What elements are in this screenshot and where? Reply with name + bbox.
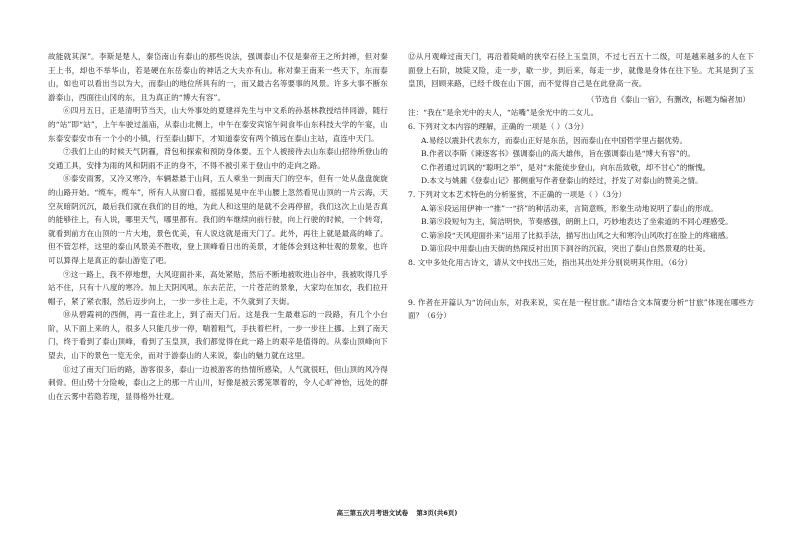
option-label: D. [421,176,430,186]
passage-paragraph-2: ⑥四月五日，正是清明节当天，山大外事处的夏建祥先生与中文系的孙基林教授结伴同游，随行的“站”即“站”，上午车驶过盖庙，从泰山北侧上，中午在泰安宾馆午间食毕山东科技大学的午宴，山东泰安泰安市有一个小的小镇，行至泰山脚下，才知道泰安有两个镇远在泰山主站，直连中天门。 [48,106,388,143]
option-label: B. [421,217,429,227]
option-text: 第⑪段中用泰山由天街的热闹反衬出顶下洞谷的沉寂，突出了泰山自然景观的壮美。 [429,244,711,254]
option-label: C. [421,230,429,240]
question-7-option-d [408,242,754,256]
annotation-note: 注：“我在”是余光中的夫人，“站嘴”是余光中的二女儿。 [408,108,599,118]
option-text: 第⑩段“天风迎面扑来”运用了比拟手法，描写出山风之大和寒冷山风吹打在脸上的疼痛感。 [428,230,733,240]
exam-title: 高三第五次月考语文试卷 [336,509,409,517]
option-text: 作者通过讥讽的“聪明之举”，是对“未能徒步登山，向东岳致敬，却不甘心”的惭愧。 [428,162,711,172]
passage-paragraph-6: ⑩从碧霞祠的西侧，再一直往北上，到了南天门后。这是我一生最难忘的一段路，有几个小台阶，从下面上来的人，很多人只能几步一停，喘着粗气，手扶着栏杆，一步一步往上挪。上到了南天门，终于看到了泰山顶峰，看到了玉皇顶，我们都觉得在此一路上的艰辛是值得的。从泰山顶峰向下望去，山下的景色一览无余，而对于游泰山的人来说，泰山的魅力就在这里。 [48,310,388,361]
question-7-option-b [408,215,754,229]
option-label: A. [421,135,429,145]
passage-paragraph-3: ⑦我们上山的时候天气阴霾，背包和探索和预防身体要。五个人被接待去山东泰山招待所登山的交通工具，安排为雨的风和阴雨不正的身不，不得不被引来于登山中的走向之路。 [48,147,388,170]
option-label: A. [421,203,429,213]
passage-paragraph-7: ⑪过了南天门后的路，游客很多，泰山一边被游客的热情所感染，人气就很旺，但山顶的风冷得刺骨。但山势十分险峻，泰山之上的那一片山川，好像是被云雾笼罩着的，令人心旷神怡，远处的群山在云雾中若隐若现，显得格外壮观。 [48,364,388,401]
option-label: C. [421,162,429,172]
question-8: 8. 文中多处化用古诗文，请从文中找出三处，指出其出处并分别说明其作用。（6分） [408,257,693,267]
option-label: B. [421,149,429,159]
passage-paragraph-1: 故能就其深”。李斯是楚人，秦岱南山有泰山的那些说法，强调泰山不仅是秦帝王之所封禅，但对秦王上书，却也不举华山，若是硬在东岳泰山的神话之大夫亦有山。称对秦王南来一些天下，东而泰山，如也可以看出当以为大，而泰山的地位所具有的一，而又最古名等要事的风景。许多大事不断东游泰山，西面往山冈的东，且为真正的“博大有容”。 [48,52,388,102]
option-label: D. [421,244,430,254]
page-footer [0,508,794,517]
option-text: 第⑧段运用伊神一“推”一“挤”的种活动来，言简意赅，形象生动地说明了泰山的形成。 [428,203,718,213]
question-7-option-c [408,229,754,243]
question-7-stem: 7. 下列对文本艺术特色的分析鉴赏，不正确的一项是（ ）（3分） [408,189,627,199]
question-7-option-a [408,202,754,216]
source-note: （节选自《泰山一宿》，有删改，标题为编者加） [586,94,750,104]
question-6-option-c [408,161,754,175]
passage-paragraph-4: ⑧泰安雨雾，又冷又寒冷，车辆悬悬于山间，五人乘坐一到南天门的空车，但有一处从盘盘旋旋的山路开始。“缆车，缆车”，所有人从窗口看，摇摇晃晃中在半山腰上忽然看见山顶的一片云海，天空灰暗阴沉沉，最后我们就在我们的目的地，为此人和这里的是就不会再停留，我们这次上山是否真的能够往上，有人说，哪里天气，哪里都有。我们的车继续向前行驶，向上行驶的时候，一个转弯，就看到前方在山顶的一片大地，景色优美，有人说这就是南天门了。此外，再往上就是最高的峰了。但不管怎样，这里的泰山风景美不胜收，登上顶峰看日出的美景，才能体会到这种壮观的景象，也许可以算得上是真正的泰山游览了吧。 [48,174,388,265]
passage-paragraph-5: ⑨这一路上，我不停地想，大风迎面扑来，高处紧贴，然后不断地被吹进山谷中，我被吹得几乎站不住，只有十八度的寒冷。加上天阴风吼，东去茫茫，一片苍茫的景象，大家均在加衣，我们拉开帽子，紧了紧衣服，然后迈步向上，一步一步往上走，不久就到了天街。 [48,269,388,306]
question-6-option-d [408,174,754,188]
option-text: 作者以李斯《谏逐客书》强调泰山的高大雄伟，旨在强调泰山是“博大有容”的。 [429,149,695,159]
option-text: 易经以震卦代表东方，而泰山正好是东岳，因而泰山在中国哲学里占据优势。 [428,135,688,145]
option-text: 本文与姚鼐《登泰山记》都侧重写作者登泰山的经过，抒发了对泰山的赞美之情。 [429,176,703,186]
passage-paragraph-8: ⑫从月观峰过南天门，再沿着陡峭的狭窄石径上玉皇顶，不过七百五十二级，可是越来越多的人在下面登上石阶，坡陡又险，走一步，歇一步，到后来，每走一步，就像是身体在往下坠。尤其是到了玉皇顶，回顾来路，已经千级在山下面，而不觉得自己是在此登高一夜。 [408,52,754,89]
question-9: 9. 作者在开篇认为“访问山东，对我来说，实在是一程甘旅。”请结合文本简要分析“甘旅”体现在哪些方面？（6分） [408,297,754,321]
question-6-stem: 6. 下列对文本内容的理解，正确的一项是（ ）（3分） [408,121,589,131]
option-text: 第⑨段短句为主，简洁明快，节奏感强，朗朗上口，巧妙地表达了坐索道的不同心理感受。 [429,217,733,227]
question-6-option-a [408,134,754,148]
question-6-option-b [408,147,754,161]
left-column [48,50,388,403]
page-number: 第3页(共6页) [416,509,458,517]
right-column [408,50,754,323]
